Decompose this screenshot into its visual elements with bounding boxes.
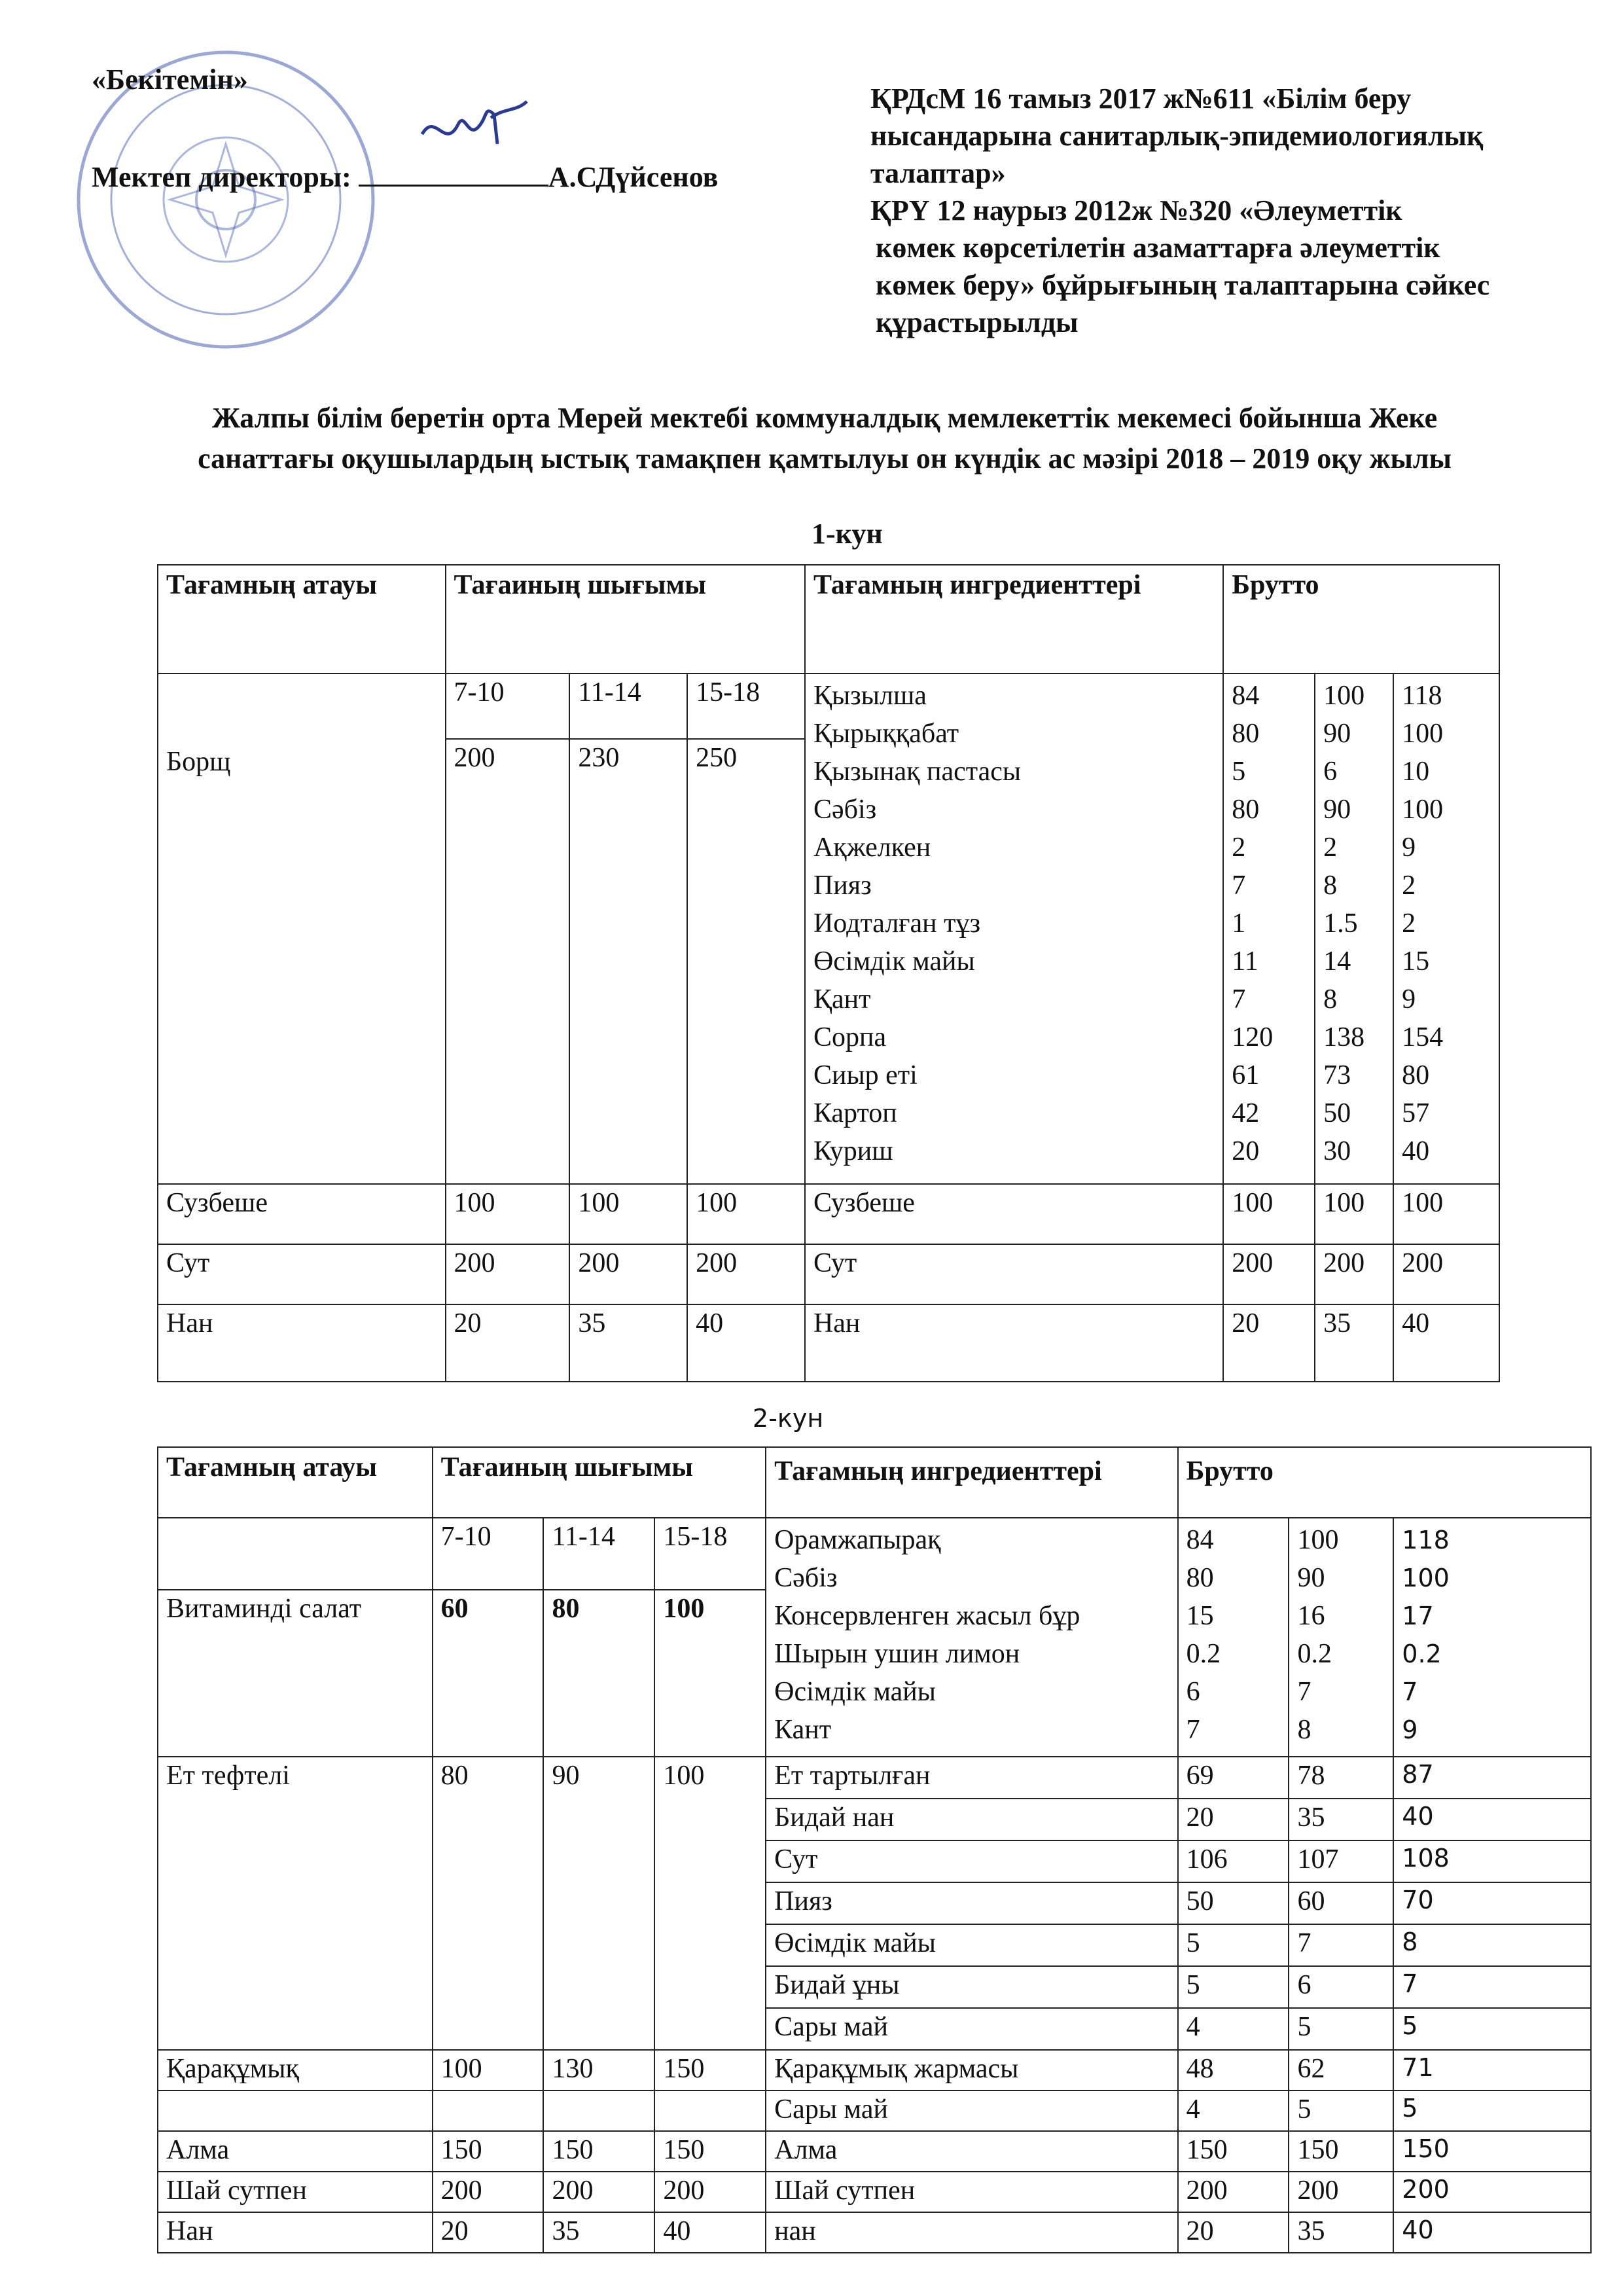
- brutto-11-14: 6: [1289, 1966, 1393, 2008]
- ingredient: Қарақұмық жармасы: [766, 2050, 1177, 2090]
- brutto-15-18: 118 100 10 100 9 2 2 15 9 154 80 57 40: [1393, 673, 1499, 1184]
- table-row: [158, 1518, 1591, 1590]
- ingredient: Ет тартылған: [766, 1757, 1177, 1799]
- yield-7-10: 200: [446, 739, 570, 1184]
- dish-name: Борщ: [158, 673, 446, 1184]
- yield-7-10: 20: [446, 1304, 570, 1382]
- age-group-7-10: 7-10: [433, 1518, 544, 1590]
- ingredient-list-text: Орамжапырақ Сәбіз Консервленген жасыл бұр Шырын ушин лимон Өсімдік майы Кант: [774, 1525, 1080, 1745]
- brutto-11-14: 78: [1289, 1757, 1393, 1799]
- dish-name: Сут: [158, 1244, 446, 1304]
- ingredient: Алма: [766, 2131, 1177, 2172]
- brutto-11-14: 35: [1289, 1799, 1393, 1840]
- title-line-2: санаттағы оқушылардың ыстық тамақпен қамтылуы он күндік ас мәзірі 2018 – 2019 оқу жылы: [198, 442, 1452, 475]
- yield-11-14: 230: [569, 739, 687, 1184]
- yield-11-14: 35: [543, 2212, 654, 2253]
- yield-15-18: 150: [654, 2050, 766, 2090]
- brutto-11-14: [1289, 1518, 1393, 1757]
- regulation-line: көмек көрсетілетін азаматтарға әлеуметтік: [876, 232, 1440, 264]
- yield-7-10: 200: [433, 2172, 544, 2212]
- brutto-7-10: 20: [1178, 2212, 1289, 2253]
- signature-line: [359, 158, 548, 187]
- empty-cell: [543, 2090, 654, 2131]
- col-header-ingredients: Тағамның ингредиенттері: [766, 1447, 1177, 1518]
- dish-name: Сузбеше: [158, 1184, 446, 1244]
- approved-label: «Бекітемін»: [92, 63, 248, 96]
- table-row: [158, 2172, 1591, 2212]
- yield-15-18: 100: [654, 1757, 766, 2050]
- yield-7-10: 100: [433, 2050, 544, 2090]
- day-1-menu-table: [157, 564, 1500, 1382]
- brutto-15-18: 71: [1393, 2050, 1591, 2090]
- dish-name: Алма: [158, 2131, 433, 2172]
- yield-7-10: 100: [446, 1184, 570, 1244]
- brutto-11-14: 7: [1289, 1924, 1393, 1966]
- table-row: [158, 1184, 1499, 1244]
- ingredient-list: [766, 1518, 1177, 1757]
- ingredient: Сут: [766, 1840, 1177, 1882]
- yield-7-10: 200: [446, 1244, 570, 1304]
- brutto-7-10: 150: [1178, 2131, 1289, 2172]
- table-header-row: [158, 1447, 1591, 1518]
- brutto-11-14: 100: [1315, 1184, 1393, 1244]
- brutto-11-14: 150: [1289, 2131, 1393, 2172]
- yield-11-14: 150: [543, 2131, 654, 2172]
- brutto-11-14: 5: [1289, 2090, 1393, 2131]
- yield-11-14: 100: [569, 1184, 687, 1244]
- age-group-11-14: 11-14: [569, 673, 687, 739]
- day-2-label: 2-кун: [753, 1404, 824, 1433]
- director-name: А.СДүйсенов: [548, 161, 719, 194]
- brutto-7-10: 20: [1178, 1799, 1289, 1840]
- document-title: [105, 398, 1544, 479]
- yield-11-14: 80: [543, 1590, 654, 1757]
- col-header-brutto: Брутто: [1178, 1447, 1591, 1518]
- regulation-line: құрастырылды: [876, 306, 1079, 338]
- yield-15-18: 100: [654, 1590, 766, 1757]
- brutto-15-18: 87: [1393, 1757, 1591, 1799]
- col-header-dish: Тағамның атауы: [158, 565, 446, 673]
- brutto-15-18: 40: [1393, 2212, 1591, 2253]
- brutto-15-18: 100: [1393, 1184, 1499, 1244]
- table-row: [158, 673, 1499, 739]
- ingredient: Сары май: [766, 2008, 1177, 2050]
- brutto-values: 100 90 16 0.2 7 8: [1297, 1525, 1339, 1745]
- brutto-11-14: 200: [1315, 1244, 1393, 1304]
- ingredient: Шай сутпен: [766, 2172, 1177, 2212]
- ingredient: Нан: [805, 1304, 1223, 1382]
- brutto-15-18: 5: [1393, 2090, 1591, 2131]
- approval-block: [92, 60, 718, 197]
- yield-15-18: 150: [654, 2131, 766, 2172]
- dish-name: Қарақұмық: [158, 2050, 433, 2090]
- ingredient: Сузбеше: [805, 1184, 1223, 1244]
- empty-cell: [158, 1518, 433, 1590]
- brutto-7-10: 48: [1178, 2050, 1289, 2090]
- yield-15-18: 100: [687, 1184, 805, 1244]
- brutto-15-18: [1393, 1518, 1591, 1757]
- table-row: [158, 2212, 1591, 2253]
- brutto-7-10: 69: [1178, 1757, 1289, 1799]
- dish-name: Витаминді салат: [158, 1590, 433, 1757]
- dish-name: Нан: [158, 1304, 446, 1382]
- regulation-line: көмек беру» бұйрығының талаптарына сәйкес: [876, 269, 1490, 301]
- ingredient: Бидай нан: [766, 1799, 1177, 1840]
- brutto-15-18: 7: [1393, 1966, 1591, 2008]
- brutto-11-14: 60: [1289, 1882, 1393, 1924]
- yield-7-10: 60: [433, 1590, 544, 1757]
- brutto-11-14: 5: [1289, 2008, 1393, 2050]
- yield-15-18: 250: [687, 739, 805, 1184]
- brutto-7-10: 20: [1223, 1304, 1315, 1382]
- brutto-15-18: 8: [1393, 1924, 1591, 1966]
- dish-name: Нан: [158, 2212, 433, 2253]
- brutto-7-10: 106: [1178, 1840, 1289, 1882]
- yield-11-14: 200: [569, 1244, 687, 1304]
- brutto-7-10: 5: [1178, 1966, 1289, 2008]
- brutto-11-14: 62: [1289, 2050, 1393, 2090]
- brutto-15-18: 200: [1393, 2172, 1591, 2212]
- empty-cell: [158, 2090, 433, 2131]
- brutto-15-18: 200: [1393, 1244, 1499, 1304]
- age-group-15-18: 15-18: [687, 673, 805, 739]
- brutto-values: 118 100 17 0.2 7 9: [1402, 1526, 1450, 1744]
- regulation-line: талаптар»: [870, 157, 1006, 189]
- empty-cell: [654, 2090, 766, 2131]
- brutto-11-14: 35: [1315, 1304, 1393, 1382]
- age-group-7-10: 7-10: [446, 673, 570, 739]
- brutto-values: 84 80 15 0.2 6 7: [1186, 1525, 1221, 1745]
- yield-15-18: 40: [687, 1304, 805, 1382]
- ingredient: Бидай ұны: [766, 1966, 1177, 2008]
- brutto-7-10: 200: [1223, 1244, 1315, 1304]
- table-row: [158, 2131, 1591, 2172]
- brutto-11-14: 107: [1289, 1840, 1393, 1882]
- yield-11-14: 35: [569, 1304, 687, 1382]
- brutto-15-18: 5: [1393, 2008, 1591, 2050]
- age-group-11-14: 11-14: [543, 1518, 654, 1590]
- brutto-7-10: 100: [1223, 1184, 1315, 1244]
- brutto-7-10: 84 80 5 80 2 7 1 11 7 120 61 42 20: [1223, 673, 1315, 1184]
- ingredient: Өсімдік майы: [766, 1924, 1177, 1966]
- yield-11-14: 130: [543, 2050, 654, 2090]
- yield-15-18: 200: [654, 2172, 766, 2212]
- yield-15-18: 200: [687, 1244, 805, 1304]
- brutto-7-10: 200: [1178, 2172, 1289, 2212]
- empty-cell: [433, 2090, 544, 2131]
- regulation-line: ҚРҮ 12 наурыз 2012ж №320 «Әлеуметтік: [870, 194, 1402, 226]
- yield-15-18: 40: [654, 2212, 766, 2253]
- yield-7-10: 80: [433, 1757, 544, 2050]
- ingredient: Пияз: [766, 1882, 1177, 1924]
- yield-7-10: 150: [433, 2131, 544, 2172]
- brutto-7-10: 4: [1178, 2008, 1289, 2050]
- yield-7-10: 20: [433, 2212, 544, 2253]
- table-row: [158, 1757, 1591, 1799]
- ingredient: Сары май: [766, 2090, 1177, 2131]
- dish-name: Ет тефтелі: [158, 1757, 433, 2050]
- day-2-menu-table: [157, 1446, 1592, 2253]
- yield-11-14: 200: [543, 2172, 654, 2212]
- col-header-yield: Тағаиның шығымы: [446, 565, 805, 673]
- brutto-11-14: 100 90 6 90 2 8 1.5 14 8 138 73 50 30: [1315, 673, 1393, 1184]
- col-header-yield: Тағаиның шығымы: [433, 1447, 766, 1518]
- regulation-line: нысандарына санитарлық-эпидемиологиялық: [870, 120, 1484, 152]
- brutto-7-10: [1178, 1518, 1289, 1757]
- col-header-dish: Тағамның атауы: [158, 1447, 433, 1518]
- day-1-label: 1-кун: [812, 518, 883, 550]
- table-row: [158, 2050, 1591, 2090]
- director-label: Мектеп директоры:: [92, 161, 351, 194]
- brutto-15-18: 70: [1393, 1882, 1591, 1924]
- col-header-ingredients: Тағамның ингредиенттері: [805, 565, 1223, 673]
- ingredient-list: Қызылша Қырыққабат Қызынақ пастасы Сәбіз Ақжелкен Пияз Иодталған тұз Өсімдік майы Қант Сорпа Сиыр еті Картоп Куриш: [805, 673, 1223, 1184]
- brutto-7-10: 4: [1178, 2090, 1289, 2131]
- brutto-11-14: 200: [1289, 2172, 1393, 2212]
- brutto-7-10: 5: [1178, 1924, 1289, 1966]
- age-group-15-18: 15-18: [654, 1518, 766, 1590]
- table-header-row: [158, 565, 1499, 673]
- brutto-7-10: 50: [1178, 1882, 1289, 1924]
- brutto-15-18: 40: [1393, 1799, 1591, 1840]
- ingredient: нан: [766, 2212, 1177, 2253]
- ingredient: Сут: [805, 1244, 1223, 1304]
- brutto-11-14: 35: [1289, 2212, 1393, 2253]
- brutto-15-18: 108: [1393, 1840, 1591, 1882]
- col-header-brutto: Брутто: [1223, 565, 1499, 673]
- brutto-15-18: 40: [1393, 1304, 1499, 1382]
- brutto-15-18: 150: [1393, 2131, 1591, 2172]
- regulation-line: ҚРДсМ 16 тамыз 2017 ж№611 «Білім беру: [870, 82, 1412, 115]
- table-row: [158, 2090, 1591, 2131]
- regulation-block: [870, 80, 1590, 341]
- table-row: [158, 1244, 1499, 1304]
- table-row: [158, 1304, 1499, 1382]
- dish-name: Шай сутпен: [158, 2172, 433, 2212]
- title-line-1: Жалпы білім беретін орта Мерей мектебі коммуналдық мемлекеттік мекемесі бойынша Жеке: [211, 402, 1438, 434]
- yield-11-14: 90: [543, 1757, 654, 2050]
